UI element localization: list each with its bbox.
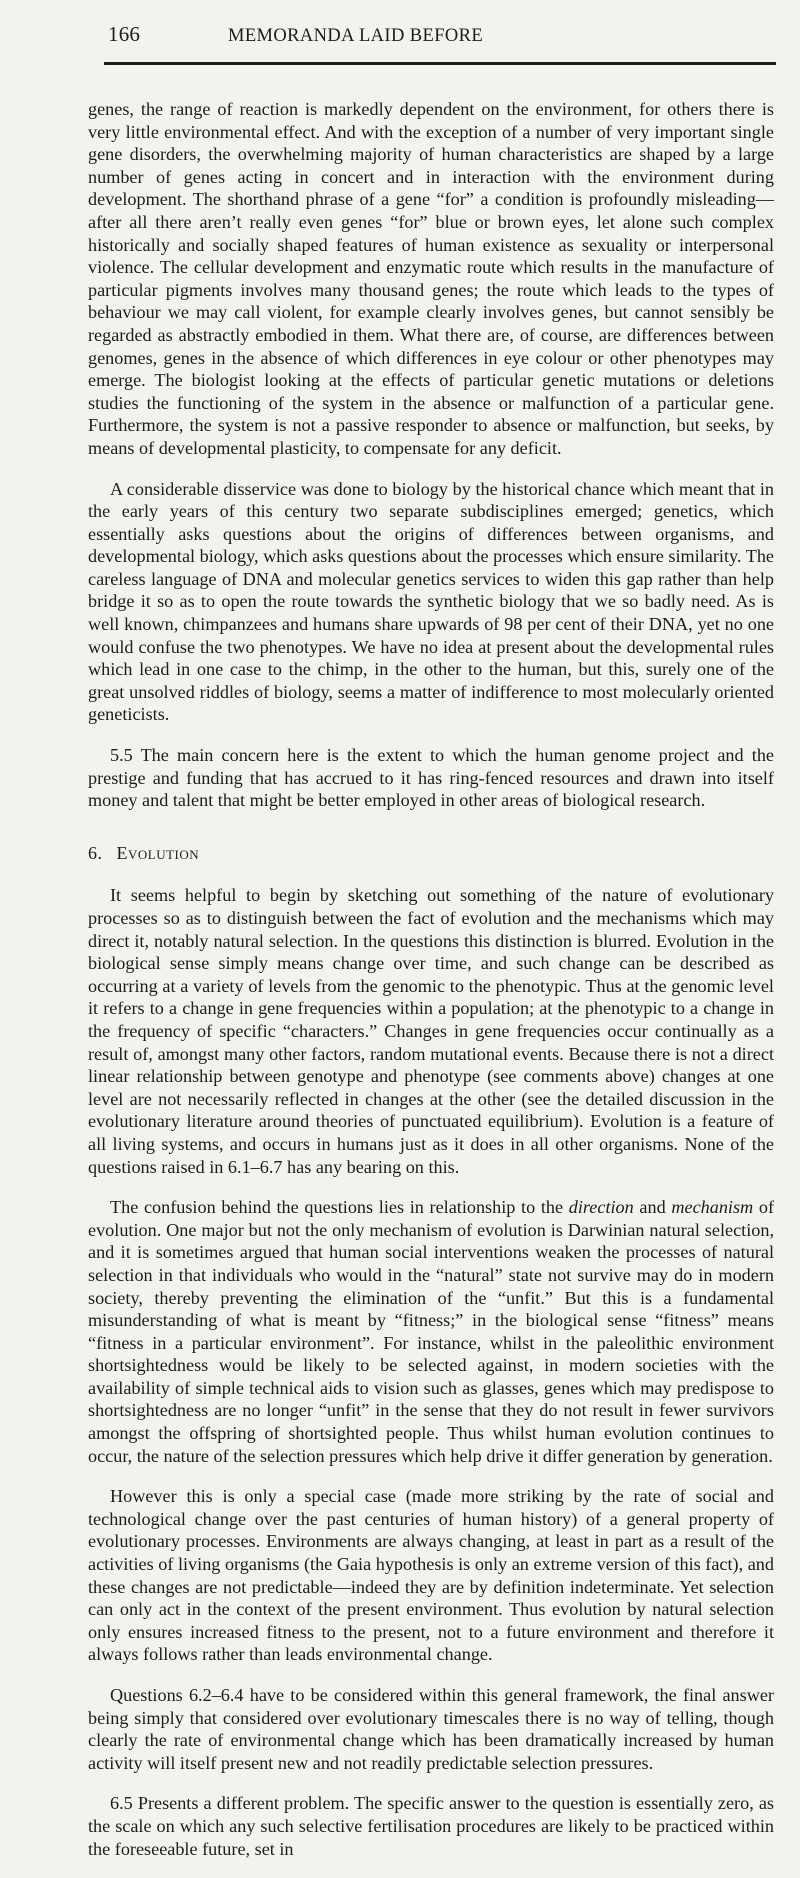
paragraph-2: A considerable disservice was done to biology by the historical chance which meant that in the early years of this century two separate subdisciplines emerged; genetics, which essentially asks questions about the origins of differences between organisms, and developmental biology, which asks questions about the processes which ensure similarity. The careless language of DNA and molecular genetics services to widen this gap rather than help bridge it so as to open the route towards the synthetic biology that we so badly need. As is well known, chimpanzees and humans share upwards of 98 per cent of their DNA, yet no one would confuse the two phenotypes. We have no idea at present about the developmental rules which lead in one case to the chimp, in the other to the human, but this, surely one of the great unsolved riddles of biology, seems a matter of indifference to most molecularly oriented geneticists. — [88, 478, 774, 725]
running-head-title: MEMORANDA LAID BEFORE — [228, 26, 484, 46]
section-heading — [88, 842, 774, 865]
section-title: Evolution — [116, 842, 200, 863]
body-text — [88, 98, 774, 1878]
paragraph-5-text-b: and — [633, 1197, 672, 1218]
paragraph-5-emphasis-direction: direction — [568, 1197, 634, 1218]
paragraph-8: 6.5 Presents a different problem. The specific answer to the question is essentially zero, as the scale on which any such selective fertilisation procedures are likely to be practiced within the foreseeable future, set in — [88, 1793, 774, 1859]
paragraph-5-text-c: of evolution. One major but not the only mechanism of evolution is Darwinian natural selection, and it is sometimes argued that human social interventions weaken the processes of natural selection in that individuals who would in the “natural” state not survive may do in modern society, thereby preventing the elimination of the “unfit.” But this is a fundamental misunderstanding of what is meant by “fitness;” in the biological sense “fitness” means “fitness in a particular environment”. For instance, whilst in the paleolithic environment shortsightedness would be likely to be selected against, in modern societies with the availability of simple technical aids to vision such as glasses, genes which may predispose to shortsightedness are no longer “unfit” in the sense that they do not result in fewer survivors amongst the offspring of shortsighted people. Thus whilst human evolution continues to occur, the nature of the selection pressures which help drive it differ generation by generation. — [88, 1197, 775, 1466]
header-rule — [104, 62, 776, 65]
paragraph-3: 5.5 The main concern here is the extent to which the human genome project and the prestige and funding that has accrued to it has ring-fenced resources and drawn into itself money and talent that might be better employed in other areas of biological research. — [88, 745, 774, 811]
paragraph-5-emphasis-mechanism: mechanism — [671, 1197, 754, 1218]
running-head — [108, 22, 776, 56]
paragraph-5 — [88, 1196, 774, 1467]
paragraph-4: It seems helpful to begin by sketching out something of the nature of evolutionary processes so as to distinguish between the fact of evolution and the mechanisms which may direct it, notably natural selection. In the questions this distinction is blurred. Evolution in the biological sense simply means change over time, and such change can be described as occurring at a variety of levels from the genomic to the phenotypic. Thus at the genomic level it refers to a change in gene frequencies within a population; at the phenotypic to a change in the frequency of specific “characters.” Changes in gene frequencies occur continually as a result of, amongst many other factors, random mutational events. Because there is not a direct linear relationship between genotype and phenotype (see comments above) changes at one level are not necessarily reflected in changes at the other (see the detailed discussion in the evolutionary literature around theories of punctuated equilibrium). Evolution is a feature of all living systems, and occurs in humans just as it does in all other organisms. None of the questions raised in 6.1–6.7 has any bearing on this. — [88, 885, 774, 1177]
section-number: 6. — [88, 842, 103, 863]
paragraph-1: genes, the range of reaction is markedly dependent on the environment, for others there is very little environmental effect. And with the exception of a number of very important single gene disorders, the overwhelming majority of human characteristics are shaped by a large number of genes acting in concert and in interaction with the environment during development. The shorthand phrase of a gene “for” a condition is profoundly misleading—after all there aren’t really even genes “for” blue or brown eyes, let alone such complex historically and socially shaped features of human existence as sexuality or interpersonal violence. The cellular development and enzymatic route which results in the manufacture of particular pigments involves many thousand genes; the route which leads to the types of behaviour we may call violent, for example clearly involves genes, but cannot sensibly be regarded as abstractly embodied in them. What there are, of course, are differences between genomes, genes in the absence of which differences in eye colour or other phenotypes may emerge. The biologist looking at the effects of particular genetic mutations or deletions studies the functioning of the system in the absence or malfunction of a particular gene. Furthermore, the system is not a passive responder to absence or malfunction, but seeks, by means of developmental plasticity, to compensate for any deficit. — [88, 99, 774, 458]
paragraph-7: Questions 6.2–6.4 have to be considered within this general framework, the final answer being simply that considered over evolutionary timescales there is no way of telling, though clearly the rate of environmental change which has been dramatically increased by human activity will itself present new and not readily predictable selection pressures. — [88, 1685, 774, 1773]
paragraph-6: However this is only a special case (made more striking by the rate of social and technological change over the past centuries of human history) of a general property of evolutionary processes. Environments are always changing, at least in part as a result of the activities of living organisms (the Gaia hypothesis is only an extreme version of this fact), and these changes are not predictable—indeed they are by definition indeterminate. Yet selection can only act in the context of the present environment. Thus evolution by natural selection only ensures increased fitness to the present, not to a future environment and therefore it always follows rather than leads environmental change. — [88, 1486, 774, 1665]
page-number: 166 — [108, 22, 141, 46]
paragraph-5-text-a: The confusion behind the questions lies in relationship to the — [110, 1197, 569, 1218]
